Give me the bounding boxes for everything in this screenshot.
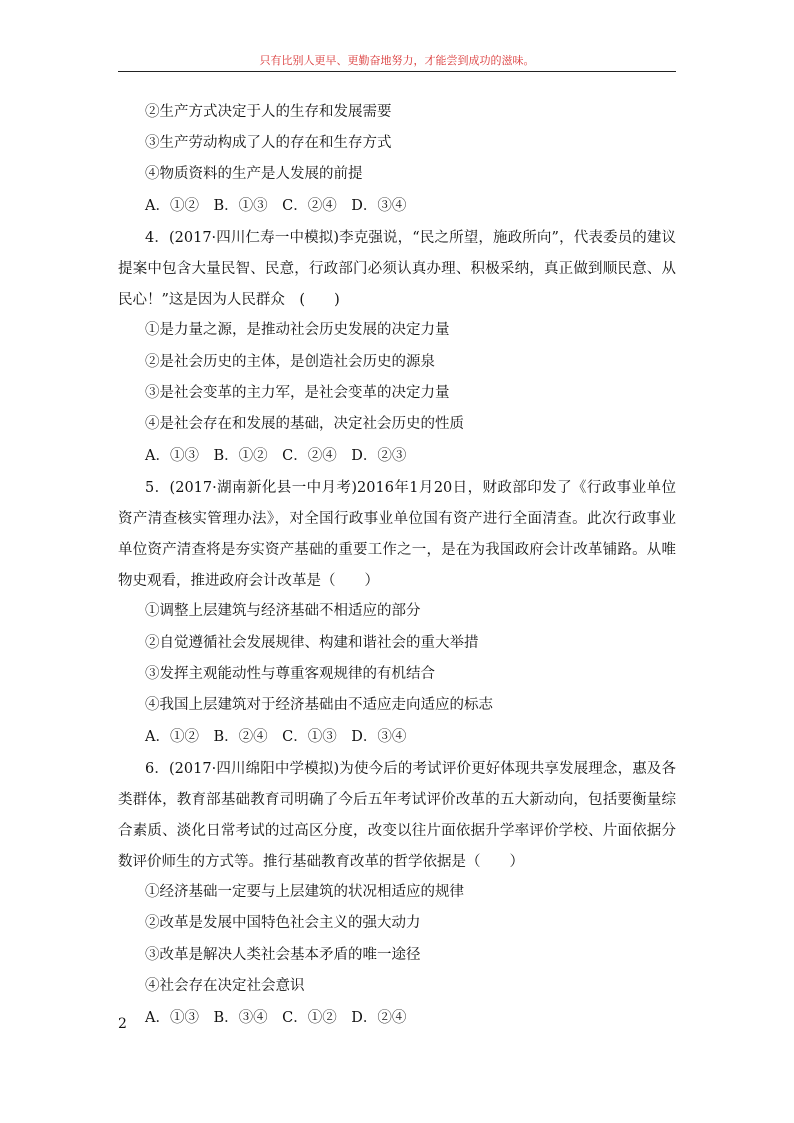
q3-option-4: ④物质资料的生产是人发展的前提 — [145, 166, 363, 182]
page-number: 2 — [118, 1016, 127, 1032]
q4-answer-choices: A．①③ B．①② C．②④ D．②③ — [145, 448, 407, 464]
q6-stem: 6．(2017·四川绵阳中学模拟)为使今后的考试评价更好体现共享发展理念，惠及各类群体，教育部基础教育司明确了今后五年考试评价改革的五大新动向，包括要衡量综合素质、淡化日常考试的过高区分度，改变以往片面依据升学率评价学校、片面依据分数评价师生的方式等。推行基础教育改革的哲学依据是（ ） — [118, 761, 676, 870]
q6-option-2: ②改革是发展中国特色社会主义的强大动力 — [145, 915, 421, 931]
q4-option-4: ④是社会存在和发展的基础，决定社会历史的性质 — [145, 416, 464, 432]
q6-answer-choices: A．①③ B．③④ C．①② D．②④ — [145, 1010, 407, 1026]
q5-option-1: ①调整上层建筑与经济基础不相适应的部分 — [145, 603, 421, 619]
header-motto: 只有比别人更早、更勤奋地努力，才能尝到成功的滋味。 — [259, 54, 535, 67]
header-divider — [118, 71, 676, 72]
q5-option-4: ④我国上层建筑对于经济基础由不适应走向适应的标志 — [145, 697, 493, 713]
q4-option-1: ①是力量之源，是推动社会历史发展的决定力量 — [145, 322, 450, 338]
q6-option-3: ③改革是解决人类社会基本矛盾的唯一途径 — [145, 947, 421, 963]
q4-option-2: ②是社会历史的主体，是创造社会历史的源泉 — [145, 354, 435, 370]
q3-option-3: ③生产劳动构成了人的存在和生存方式 — [145, 135, 392, 151]
q3-answer-choices: A．①② B．①③ C．②④ D．③④ — [145, 198, 407, 214]
q4-stem: 4．(2017·四川仁寿一中模拟)李克强说，“民之所望，施政所向”，代表委员的建议提案中包含大量民智、民意，行政部门必须认真办理、积极采纳，真正做到顺民意、从民心！”这是因为人民群众 ( ) — [118, 230, 676, 308]
q5-stem: 5．(2017·湖南新化县一中月考)2016年1月20日，财政部印发了《行政事业单位资产清查核实管理办法》，对全国行政事业单位国有资产进行全面清查。此次行政事业单位资产清查将是夯实资产基础的重要工作之一，是在为我国政府会计改革铺路。从唯物史观看，推进政府会计改革是（ ） — [118, 480, 676, 589]
q6-option-1: ①经济基础一定要与上层建筑的状况相适应的规律 — [145, 884, 464, 900]
q5-option-3: ③发挥主观能动性与尊重客观规律的有机结合 — [145, 666, 435, 682]
q5-option-2: ②自觉遵循社会发展规律、构建和谐社会的重大举措 — [145, 635, 479, 651]
q3-option-2: ②生产方式决定于人的生存和发展需要 — [145, 104, 392, 120]
q5-answer-choices: A．①② B．②④ C．①③ D．③④ — [145, 729, 407, 745]
q6-option-4: ④社会存在决定社会意识 — [145, 978, 305, 994]
q4-option-3: ③是社会变革的主力军，是社会变革的决定力量 — [145, 385, 450, 401]
